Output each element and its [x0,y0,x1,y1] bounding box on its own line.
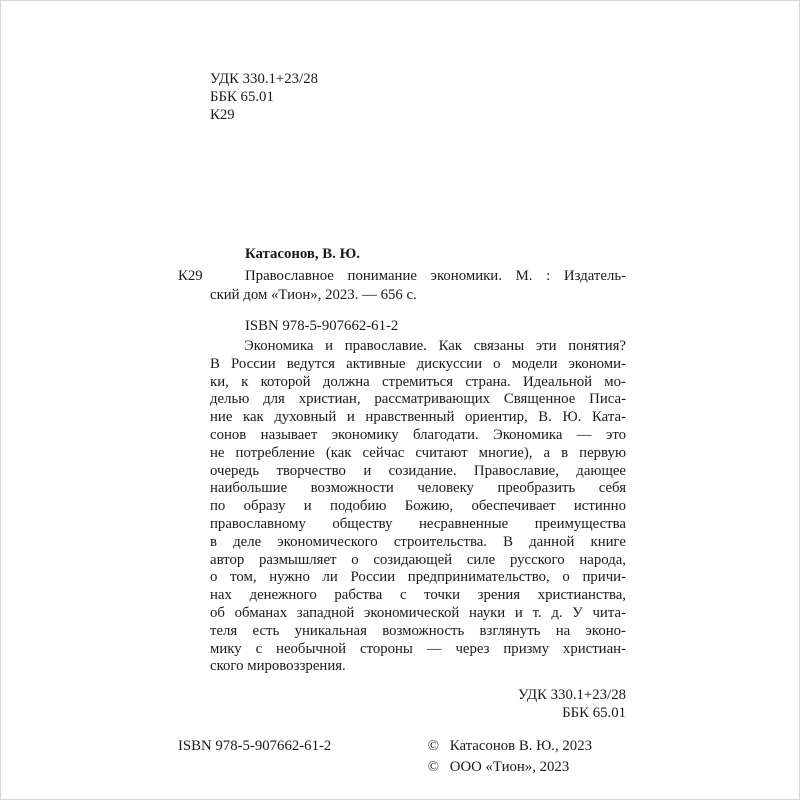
copyright-sign: © [427,738,440,755]
catalog-entry [178,245,626,335]
annotation-line: автор размышляет о созидающей силе русского народа, [210,551,626,568]
annotation-line: о том, нужно ли России предпринимательство, о причи- [210,569,626,586]
title-paragraph [178,267,626,304]
footer-isbn: ISBN 978-5-907662-61-2 [178,738,332,755]
annotation-line: ского мировоззрения. [210,658,346,675]
footer-classification [210,686,626,722]
annotation-line: теля есть уникальная возможность взглянуть на эконо- [210,622,626,639]
header-udk: УДК 330.1+23/28 [210,71,318,87]
title-line: Православное понимание экономики. М. : Издатель- [245,268,626,284]
footer-row [178,736,626,778]
annotation-line: об обманах западной экономической науки и т. д. У чита- [210,604,626,621]
page-content [178,1,626,778]
header-code: К29 [210,107,235,123]
classification-header [210,70,626,124]
copyright-line [428,736,592,757]
copyright-block [428,736,592,778]
annotation-line: Экономика и православие. Как связаны эти понятия? [244,338,626,354]
copyright-line [428,757,592,778]
annotation-line: православному обществу несравненные преимущества [210,515,626,532]
isbn-line: ISBN 978-5-907662-61-2 [245,318,399,334]
footer-bbk: ББК 65.01 [562,705,626,722]
author-line: Катасонов, В. Ю. [245,246,360,262]
margin-code: К29 [178,268,203,284]
title-line: ский дом «Тион», 2023. — 656 с. [210,286,417,303]
annotation-line: ки, к которой должна стремиться страна. Идеальной мо- [210,373,626,390]
annotation-line: мику с необычной стороны — через призму христиан- [210,640,626,657]
annotation-text [210,338,626,676]
annotation-line: нах денежного рабства с точки зрения христианства, [210,587,626,604]
annotation-line: наибольшие возможности человеку преобразить себя [210,480,626,497]
annotation-line: не потребление (как сейчас считают многие), а в первую [210,444,626,461]
annotation-line: сонов называет экономику благодати. Экономика — это [210,426,626,443]
footer-udk: УДК 330.1+23/28 [518,687,626,704]
copyright-text: Катасонов В. Ю., 2023 [449,738,592,755]
annotation-line: ние как духовный и нравственный ориентир, В. Ю. Ката- [210,409,626,426]
header-bbk: ББК 65.01 [210,89,274,105]
annotation-line: в деле экономического строительства. В данной книге [210,533,626,550]
annotation-line: В России ведутся активные дискуссии о модели экономи- [210,355,626,372]
copyright-sign: © [427,759,440,776]
annotation-line: по образу и подобию Божию, обеспечивает истинно [210,498,626,515]
copyright-text: ООО «Тион», 2023 [449,759,570,776]
annotation-line: делью для христиан, рассматривающих Священное Писа- [210,391,626,408]
annotation-line: очередь творчество и созидание. Православие, дающее [210,462,626,479]
